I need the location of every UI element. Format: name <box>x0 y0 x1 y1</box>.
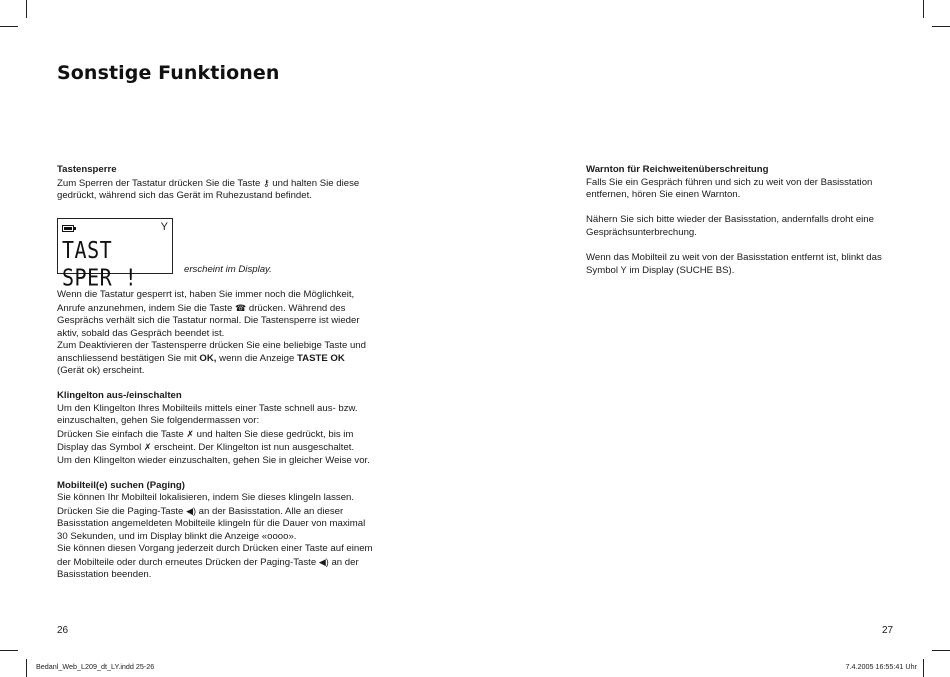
text: Basisstation beenden. <box>57 569 152 580</box>
text: Symbol <box>586 265 618 276</box>
page-number-right: 27 <box>882 625 894 636</box>
bell-off-icon: ✗ <box>186 428 194 439</box>
crop-mark <box>932 26 950 27</box>
lcd-text: TAST SPER ! <box>62 236 138 292</box>
text: drücken. Während des <box>248 302 346 314</box>
text: entfernen, hören Sie einen Warnton. <box>586 189 741 200</box>
text: Wenn das Mobilteil zu weit von der Basisstation entfernt ist, blinkt das <box>586 251 882 263</box>
antenna-icon: Y <box>620 265 627 275</box>
key-icon: ⚷ <box>263 177 270 188</box>
text: an der Basisstation. Alle an dieser <box>198 505 344 517</box>
crop-mark <box>0 26 18 27</box>
text: Nähern Sie sich bitte wieder der Basisstation, andernfalls droht eine <box>586 214 874 225</box>
bell-off-icon: ✗ <box>143 442 152 452</box>
crop-mark <box>923 659 924 677</box>
crop-mark <box>26 0 27 18</box>
page-title: Sonstige Funktionen <box>57 62 280 84</box>
text: Drücken Sie die Paging-Taste <box>57 505 184 517</box>
tastensperre-section <box>57 164 387 203</box>
text: Zum Deaktivieren der Tastensperre drücken Sie eine beliebige Taste und <box>57 340 366 351</box>
text: anschliessend bestätigen Sie mit <box>57 352 197 364</box>
text: Wenn die Tastatur gesperrt ist, haben Sie immer noch die Möglichkeit, <box>57 289 355 300</box>
text: 30 Sekunden, und im Display blinkt die Anzeige «oooo». <box>57 530 297 542</box>
text: an der <box>331 556 359 568</box>
warnton-section <box>586 164 906 278</box>
taste-ok-label: TASTE OK <box>297 352 345 364</box>
section-heading: Mobilteil(e) suchen (Paging) <box>57 479 185 491</box>
text: einzuschalten, gehen Sie folgendermassen vor: <box>57 415 260 426</box>
text: (Gerät ok) erscheint. <box>57 365 145 376</box>
footer-file: Bedanl_Web_L209_dt_LY.indd 25-26 <box>36 662 155 671</box>
lcd-caption: erscheint im Display. <box>184 264 272 275</box>
page-number-left: 26 <box>57 625 69 636</box>
text: Um den Klingelton Ihres Mobilteils mittels einer Taste schnell aus- bzw. <box>57 402 358 414</box>
crop-mark <box>0 650 18 651</box>
text: im Display (SUCHE BS). <box>629 265 735 276</box>
text: Gesprächsunterbrechung. <box>586 226 697 238</box>
text: und halten Sie diese gedrückt, bis im <box>196 428 354 440</box>
antenna-icon: Y <box>160 221 168 233</box>
battery-icon <box>62 225 74 232</box>
text: Sie können diesen Vorgang jederzeit durch Drücken einer Taste auf einem <box>57 543 373 554</box>
crop-mark <box>923 0 924 18</box>
text: Falls Sie ein Gespräch führen und sich zu weit von der Basisstation <box>586 176 873 188</box>
text: Zum Sperren der Tastatur drücken Sie die Taste <box>57 177 261 189</box>
text: Basisstation angemeldeten Mobilteile klingeln für die Dauer von maximal <box>57 518 366 529</box>
footer-date: 7.4.2005 16:55:41 Uhr <box>845 662 917 671</box>
text: der Mobilteile oder durch erneutes Drücken der Paging-Taste <box>57 556 317 568</box>
text: Um den Klingelton wieder einzuschalten, gehen Sie in gleicher Weise vor. <box>57 454 370 466</box>
text: Anrufe anzunehmen, indem Sie die Taste <box>57 302 233 314</box>
speaker-icon: ◀) <box>186 505 196 516</box>
text: Drücken Sie einfach die Taste <box>57 428 184 440</box>
section-heading: Tastensperre <box>57 164 117 175</box>
tastensperre-details <box>57 289 387 582</box>
text: Display das Symbol <box>57 442 142 453</box>
text: und halten Sie diese <box>272 177 360 189</box>
section-heading: Warnton für Reichweitenüberschreitung <box>586 164 769 175</box>
lcd-display <box>57 218 173 292</box>
text: erscheint. Der Klingelton ist nun ausgeschaltet. <box>154 442 355 453</box>
phone-handset-icon: ☎ <box>234 302 247 313</box>
text: wenn die Anzeige <box>219 352 295 364</box>
section-heading: Klingelton aus-/einschalten <box>57 390 182 401</box>
text: Gesprächs verhält sich die Tastatur normal. Die Tastensperre ist wieder <box>57 315 360 326</box>
text: gedrückt, während sich das Gerät im Ruhezustand befindet. <box>57 190 312 201</box>
speaker-icon: ◀) <box>318 556 329 567</box>
ok-label: OK, <box>199 352 217 364</box>
crop-mark <box>26 659 27 677</box>
text: aktiv, sobald das Gespräch beendet ist. <box>57 327 225 339</box>
text: Sie können Ihr Mobilteil lokalisieren, indem Sie dieses klingeln lassen. <box>57 492 355 503</box>
crop-mark <box>932 650 950 651</box>
